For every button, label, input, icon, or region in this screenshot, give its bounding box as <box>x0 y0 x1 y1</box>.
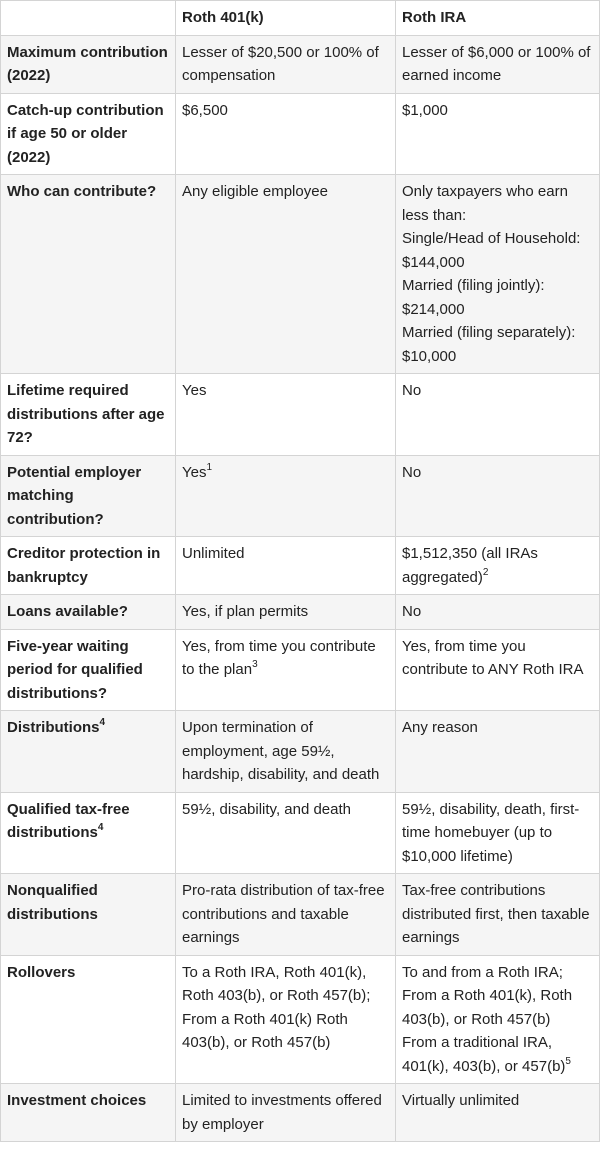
table-row <box>1 874 600 956</box>
roth-ira-cell <box>396 874 600 956</box>
table-row <box>1 955 600 1084</box>
row-label <box>1 711 176 793</box>
header-roth-ira: Roth IRA <box>396 1 600 36</box>
row-label-text: Who can contribute? <box>7 183 157 200</box>
row-label-text: Nonqualified distributions <box>7 882 98 923</box>
roth-401k-cell <box>176 374 396 456</box>
cell-text: Unlimited <box>182 545 245 562</box>
cell-line: To a Roth IRA, Roth 401(k), Roth 403(b), or Roth 457(b); <box>182 963 371 1004</box>
row-label <box>1 175 176 374</box>
row-label-text: Rollovers <box>7 963 76 981</box>
table-row <box>1 711 600 793</box>
row-label-text: Qualified tax-free distributions <box>7 800 130 841</box>
cell-text: No <box>402 463 422 481</box>
footnote-marker: 1 <box>206 461 213 473</box>
cell-line <box>402 1031 593 1078</box>
footnote-marker: 4 <box>97 822 104 833</box>
roth-401k-cell <box>176 595 396 630</box>
row-label-text: Maximum contribution (2022) <box>7 43 168 84</box>
table-row <box>1 455 600 537</box>
row-label-text: Lifetime required distributions after age 72? <box>7 382 165 446</box>
header-empty-cell <box>1 1 176 36</box>
row-label <box>1 374 176 456</box>
table-row <box>1 175 600 374</box>
footnote-marker: 2 <box>482 566 489 578</box>
roth-401k-cell <box>176 711 396 793</box>
cell-text: No <box>402 382 422 399</box>
cell-text: 59½, disability, and death <box>182 800 352 818</box>
table-row <box>1 537 600 595</box>
row-label-text: Investment choices <box>7 1092 147 1109</box>
cell-text: From a traditional IRA, 401(k), 403(b), or 457(b) <box>402 1034 566 1075</box>
cell-text: Yes, from time you contribute to ANY Roth IRA <box>402 637 584 678</box>
cell-text: Any reason <box>402 719 478 736</box>
cell-text: Yes, from time you contribute to the plan <box>182 637 376 678</box>
cell-text: Tax-free contributions distributed first, then taxable earnings <box>402 882 590 946</box>
roth-401k-cell <box>176 93 396 175</box>
roth-401k-cell <box>176 537 396 595</box>
row-label-text: Loans available? <box>7 603 128 620</box>
row-label-text: Catch-up contribution if age 50 or older (2022) <box>7 101 164 166</box>
row-label-text: Creditor protection in bankruptcy <box>7 545 161 586</box>
row-label-text: Distributions <box>7 719 100 736</box>
cell-line: From a Roth 401(k), Roth 403(b), or Roth 457(b) <box>402 987 573 1028</box>
row-label-text: Five-year waiting period for qualified distributions? <box>7 637 143 702</box>
cell-text: 59½, disability, death, first-time homebuyer (up to $10,000 lifetime) <box>402 800 580 865</box>
cell-text: Any eligible employee <box>182 183 328 200</box>
roth-ira-cell <box>396 537 600 595</box>
cell-text: Yes <box>182 463 207 481</box>
cell-text: Virtually unlimited <box>402 1092 520 1109</box>
row-label <box>1 629 176 711</box>
roth-ira-cell <box>396 792 600 874</box>
roth-401k-cell <box>176 175 396 374</box>
table-row <box>1 595 600 630</box>
row-label <box>1 955 176 1084</box>
cell-text: $6,500 <box>182 101 228 119</box>
table-row <box>1 792 600 874</box>
table-row <box>1 35 600 93</box>
roth-ira-cell <box>396 1084 600 1142</box>
cell-text: Yes <box>182 382 207 399</box>
footnote-marker: 5 <box>565 1055 571 1067</box>
roth-ira-cell <box>396 629 600 711</box>
cell-line: From a Roth 401(k) Roth 403(b), or Roth 457(b) <box>182 1010 348 1051</box>
footnote-marker: 3 <box>252 659 258 670</box>
table-row <box>1 93 600 175</box>
cell-text: Lesser of $20,500 or 100% of compensation <box>182 43 379 84</box>
roth-ira-cell <box>396 711 600 793</box>
cell-text: Lesser of $6,000 or 100% of earned income <box>402 43 591 84</box>
cell-text: Limited to investments offered by employer <box>182 1092 382 1133</box>
cell-text: No <box>402 603 422 620</box>
roth-ira-cell <box>396 374 600 456</box>
roth-401k-cell <box>176 1084 396 1142</box>
roth-ira-cell <box>396 35 600 93</box>
footnote-marker: 4 <box>99 717 106 728</box>
table-row <box>1 1084 600 1142</box>
roth-401k-cell <box>176 35 396 93</box>
table-row <box>1 374 600 456</box>
row-label <box>1 455 176 537</box>
roth-ira-cell <box>396 955 600 1084</box>
row-label <box>1 35 176 93</box>
roth-401k-cell <box>176 455 396 537</box>
roth-401k-cell <box>176 792 396 874</box>
row-label-text: Potential employer matching contribution? <box>7 463 142 528</box>
row-label <box>1 595 176 630</box>
roth-ira-cell <box>396 175 600 374</box>
cell-text: Pro-rata distribution of tax-free contributions and taxable earnings <box>182 882 385 946</box>
cell-line: Only taxpayers who earn less than: <box>402 183 568 224</box>
cell-line: Married (filing separately): $10,000 <box>402 324 576 365</box>
cell-text: Upon termination of employment, age 59½, hardship, disability, and death <box>182 719 380 783</box>
roth-ira-cell <box>396 455 600 537</box>
header-roth-401k: Roth 401(k) <box>176 1 396 36</box>
cell-line: Married (filing jointly): $214,000 <box>402 277 545 318</box>
cell-text: $1,000 <box>402 101 448 119</box>
row-label <box>1 792 176 874</box>
roth-401k-cell <box>176 874 396 956</box>
roth-401k-cell <box>176 955 396 1084</box>
cell-text: Yes, if plan permits <box>182 603 309 620</box>
cell-text: $1,512,350 (all IRAs aggregated) <box>402 545 538 586</box>
header-row <box>1 1 600 36</box>
row-label <box>1 93 176 175</box>
roth-ira-cell <box>396 93 600 175</box>
cell-line: Single/Head of Household: $144,000 <box>402 230 581 271</box>
roth-ira-cell <box>396 595 600 630</box>
cell-line: To and from a Roth IRA; <box>402 963 563 981</box>
row-label <box>1 874 176 956</box>
row-label <box>1 537 176 595</box>
row-label <box>1 1084 176 1142</box>
table-row <box>1 629 600 711</box>
roth-401k-cell <box>176 629 396 711</box>
